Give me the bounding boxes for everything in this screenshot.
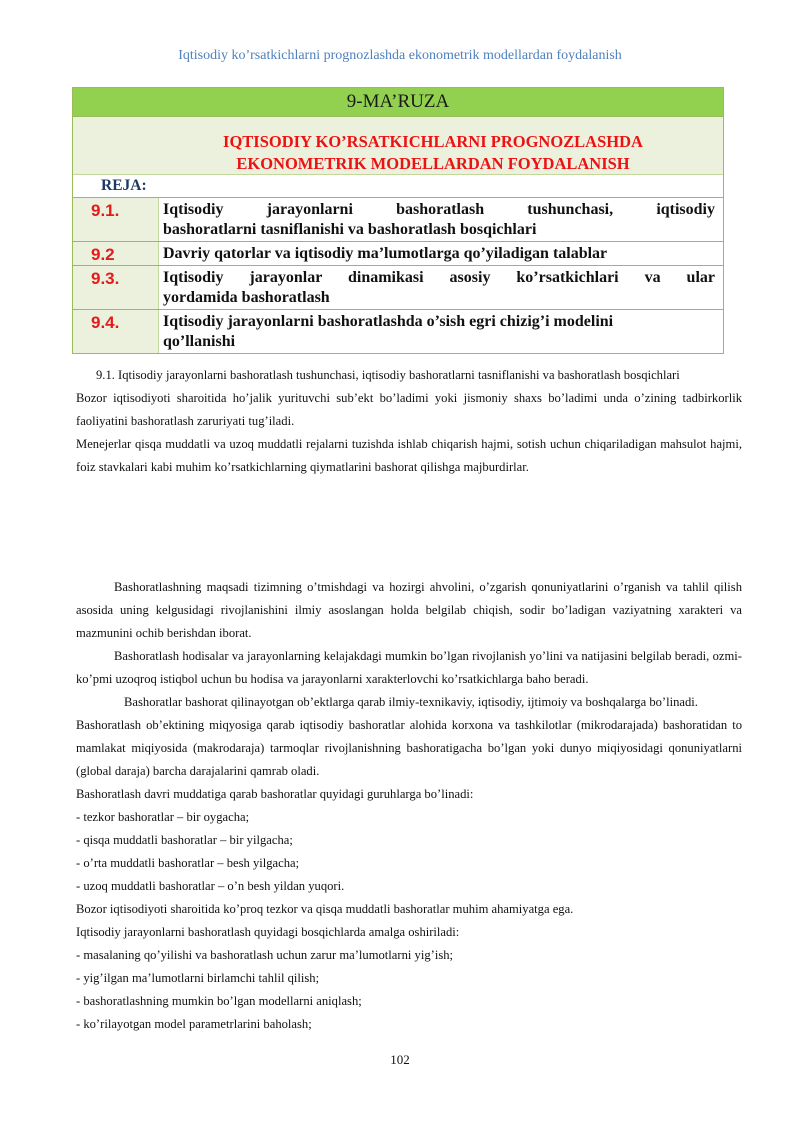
plan-label: REJA: (101, 177, 147, 194)
paragraph: Bashoratlash davri muddatiga qarab bashoratlar quyidagi guruhlarga bo’linadi: (76, 787, 474, 801)
plan-item-line: Iqtisodiy jarayonlarni bashoratlash tushunchasi, iqtisodiy (163, 201, 715, 218)
paragraph: Menejerlar qisqa muddatli va uzoq muddatli rejalarni tuzishda ishlab chiqarish hajmi, sotish uchun chiqariladigan mahsulot hajmi, foiz stavkalari kabi muhim ko’rsatkichlarning qiymatlarini bashorat qilishga majburdirlar. (76, 437, 742, 474)
plan-row (73, 197, 723, 241)
list-item: - yig’ilgan ma’lumotlarni birlamchi tahlil qilish; (76, 971, 320, 985)
plan-item-number: 9.3. (73, 266, 159, 309)
plan-item-line: Iqtisodiy jarayonlarni bashoratlashda o’sish egri chizig’i modelini (163, 313, 614, 330)
plan-item-line: Iqtisodiy jarayonlar dinamikasi asosiy ko’rsatkichlari va ular (163, 269, 715, 286)
plan-item-number: 9.4. (73, 310, 159, 353)
list-item: - o’rta muddatli bashoratlar – besh yilgacha; (76, 856, 300, 870)
plan-item-text (159, 242, 723, 265)
plan-row (73, 309, 723, 353)
paragraph: Bashoratlar bashorat qilinayotgan ob’ektlarga qarab ilmiy-texnikaviy, iqtisodiy, ijtimoiy va boshqalarga bo’linadi. (124, 695, 698, 709)
running-header: Iqtisodiy ko’rsatkichlarni prognozlashda ekonometrik modellardan foydalanish (178, 48, 622, 63)
plan-item-text (159, 198, 723, 241)
plan-row (73, 265, 723, 309)
section-heading: 9.1. Iqtisodiy jarayonlarni bashoratlash tushunchasi, iqtisodiy bashoratlarni tasniflanishi va bashoratlash bosqichlari (96, 368, 680, 382)
lecture-title-line-2: EKONOMETRIK MODELLARDAN FOYDALANISH (236, 154, 630, 173)
paragraph: Bashoratlashning maqsadi tizimning o’tmishdagi va hozirgi ahvolini, o’zgarish qonuniyatlarini o’rganish va tahlil qilish asosida uning kelgusidagi rivojlanishini ilmiy asoslangan holda belgilab chiqish, sodir bo’ladigan vaziyatning xarakteri va mazmunini ochib berishdan iborat. (76, 580, 742, 640)
plan-item-number: 9.2 (73, 242, 159, 265)
list-item: - ko’rilayotgan model parametrlarini baholash; (76, 1017, 312, 1031)
paragraph: Bozor iqtisodiyoti sharoitida ko’proq tezkor va qisqa muddatli bashoratlar muhim ahamiyatga ega. (76, 902, 574, 916)
plan-item-text (159, 266, 723, 309)
list-item: - bashoratlashning mumkin bo’lgan modellarni aniqlash; (76, 994, 362, 1008)
plan-item-number: 9.1. (73, 198, 159, 241)
lecture-title (73, 117, 723, 175)
plan-item-text (159, 310, 723, 353)
plan-item-line: qo’llanishi (163, 333, 236, 350)
body-text-bottom (76, 576, 742, 1036)
lecture-title-line-1: IQTISODIY KO’RSATKICHLARNI PROGNOZLASHDA (223, 132, 643, 151)
plan-item-line: Davriy qatorlar va iqtisodiy ma’lumotlarga qo’yiladigan talablar (163, 245, 608, 262)
list-item: - qisqa muddatli bashoratlar – bir yilgacha; (76, 833, 293, 847)
page-number: 102 (390, 1052, 410, 1067)
paragraph: Bashoratlash hodisalar va jarayonlarning kelajakdagi mumkin bo’lgan rivojlanish yo’lini va natijasini belgilab beradi, ozmi-ko’pmi uzoqroq istiqbol uchun bu hodisa va jarayonlarni xarakterlovchi ko’rsatkichlarga baho beradi. (76, 649, 742, 686)
plan-item-line: bashoratlarni tasniflanishi va bashoratlash bosqichlari (163, 221, 537, 238)
list-item: - masalaning qo’yilishi va bashoratlash uchun zarur ma’lumotlarni yig’ish; (76, 948, 454, 962)
plan-row (73, 241, 723, 265)
paragraph: Bashoratlash ob’ektining miqyosiga qarab iqtisodiy bashoratlar alohida korxona va tashkilotlar (mikrodarajada) bashoratidan to mamlakat miqiyosida (makrodaraja) tarmoqlar rivojlanishning bashoratigacha bo’lgan yoki dunyo miqiyosidagi qonuniyatlarni (global daraja) barcha darajalarini qamrab oladi. (76, 718, 742, 778)
lecture-plan-table (72, 87, 724, 354)
plan-item-line: yordamida bashoratlash (163, 289, 330, 306)
list-item: - tezkor bashoratlar – bir oygacha; (76, 810, 250, 824)
paragraph: Bozor iqtisodiyoti sharoitida ho’jalik yurituvchi sub’ekt bo’ladimi yoki jismoniy shaxs bo’ladimi unda o’zining tadbirkorlik faoliyatini bashoratlash zaruriyati tug’iladi. (76, 391, 742, 428)
body-text-top (76, 364, 742, 479)
paragraph: Iqtisodiy jarayonlarni bashoratlash quyidagi bosqichlarda amalga oshiriladi: (76, 925, 460, 939)
lecture-number: 9-MA’RUZA (73, 88, 723, 117)
list-item: - uzoq muddatli bashoratlar – o’n besh yildan yuqori. (76, 879, 345, 893)
